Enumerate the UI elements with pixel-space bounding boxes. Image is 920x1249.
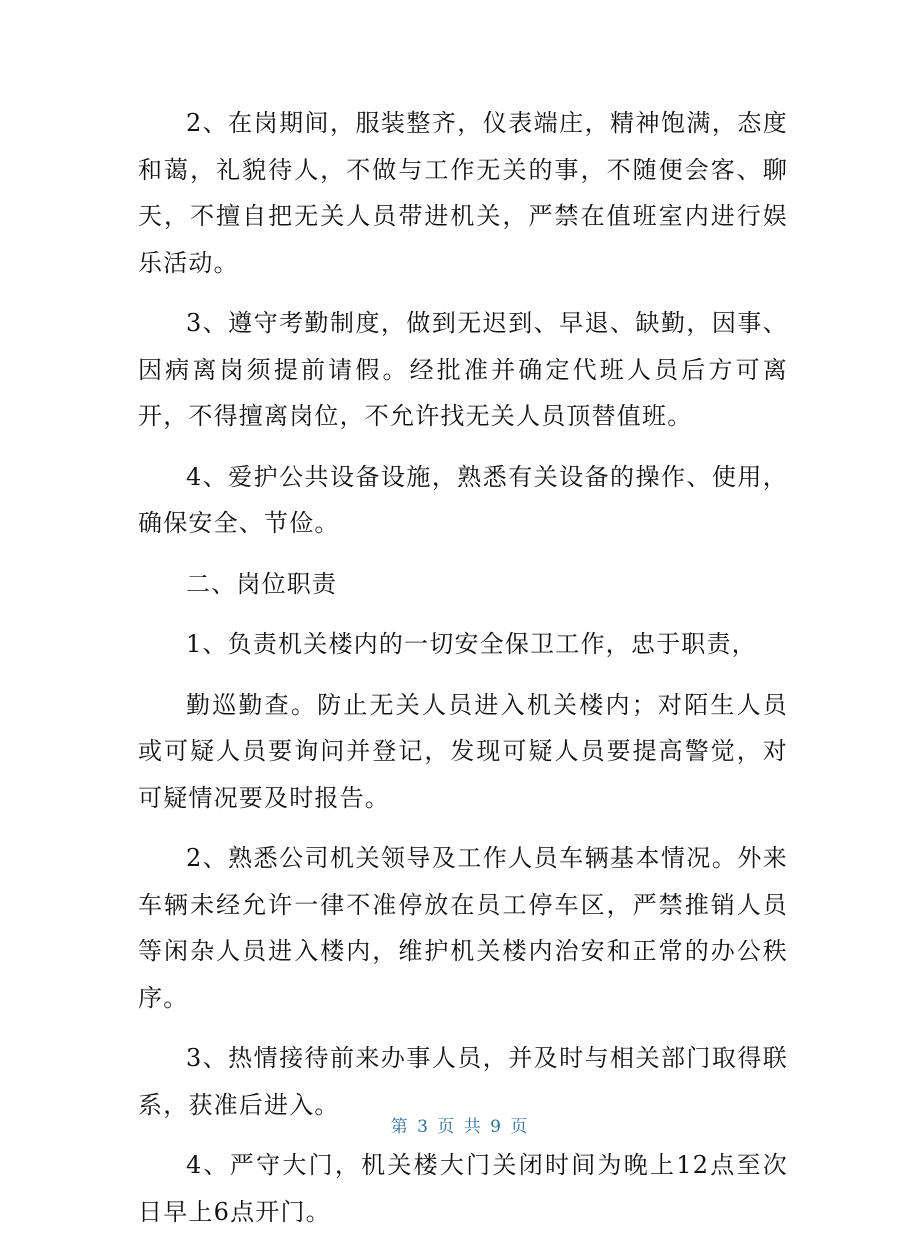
paragraph-duty-1-continued: 勤巡勤查。防止无关人员进入机关楼内；对陌生人员或可疑人员要询问并登记，发现可疑人员要提高警觉，对可疑情况要及时报告。 bbox=[138, 690, 788, 812]
paragraph-duty-3: 3、热情接待前来办事人员，并及时与相关部门取得联系，获准后进入。 bbox=[138, 1044, 788, 1119]
document-body bbox=[138, 100, 788, 1249]
paragraph-duty-4: 4、严守大门，机关楼大门关闭时间为晚上12点至次日早上6点开门。 bbox=[138, 1151, 788, 1226]
paragraph-duty-1: 1、负责机关楼内的一切安全保卫工作，忠于职责， bbox=[186, 630, 757, 658]
paragraph-rule-4: 4、爱护公共设备设施，熟悉有关设备的操作、使用，确保安全、节俭。 bbox=[138, 462, 788, 537]
section-heading-duties: 二、岗位职责 bbox=[186, 569, 338, 598]
paragraph-rule-3: 3、遵守考勤制度，做到无迟到、早退、缺勤，因事、因病离岗须提前请假。经批准并确定代班人员后方可离开，不得擅离岗位，不允许找无关人员顶替值班。 bbox=[138, 309, 788, 430]
paragraph-duty-2: 2、熟悉公司机关领导及工作人员车辆基本情况。外来车辆未经允许一律不准停放在员工停车区，严禁推销人员等闲杂人员进入楼内，维护机关楼内治安和正常的办公秩序。 bbox=[138, 844, 788, 1012]
paragraph-rule-2: 2、在岗期间，服装整齐，仪表端庄，精神饱满，态度和蔼，礼貌待人，不做与工作无关的事，不随便会客、聊天，不擅自把无关人员带进机关，严禁在值班室内进行娱乐活动。 bbox=[138, 109, 788, 277]
page-number-footer: 第 3 页 共 9 页 bbox=[390, 1117, 530, 1137]
